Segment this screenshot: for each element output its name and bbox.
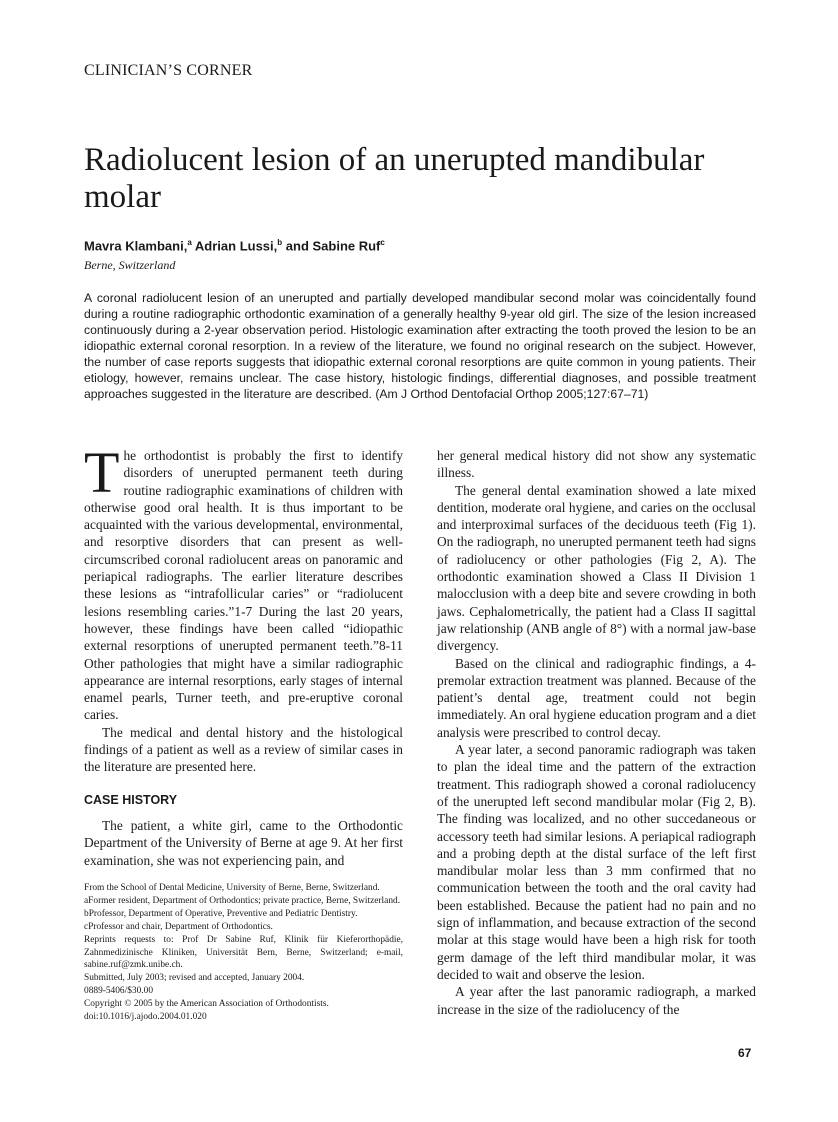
footnote-doi: doi:10.1016/j.ajodo.2004.01.020 [84,1012,207,1023]
left-column [84,440,403,869]
author-affiliation-mark: a [187,238,192,247]
drop-cap: T [84,440,120,505]
paragraph: her general medical history did not show any systematic illness. [437,448,756,481]
paragraph: The patient, a white girl, came to the Orthodontic Department of the University of Berne at age 9. At her first examination, she was not experiencing pain, and [84,817,403,868]
author-name: Mavra Klambani, [84,238,188,254]
author-affiliation-mark: b [277,238,283,247]
abstract: A coronal radiolucent lesion of an unerupted and partially developed mandibular second molar was coincidentally found during a routine radiographic orthodontic examination of a generally healthy 9-year old girl. The size of the lesion increased continuously during a 2-year observation period. Histologic examination after extracting the tooth proved the lesion to be an idiopathic external coronal resorption. In a review of the literature, we found no original research on the subject. However, the number of case reports suggests that idiopathic external coronal resorptions are quite common in young patients. Their etiology, however, remains unclear. The case history, histologic findings, differential diagnoses, and possible treatment approaches suggested in the literature are described. (Am J Orthod Dentofacial Orthop 2005;127:67–71) [84,291,756,401]
section-heading: CASE HISTORY [84,792,178,807]
footnote: 0889-5406/$30.00 [84,986,154,997]
footnote: Submitted, July 2003; revised and accepted, January 2004. [84,973,305,984]
section-label: CLINICIAN’S CORNER [84,62,253,79]
page-number: 67 [738,1046,752,1060]
footnote: Copyright © 2005 by the American Association of Orthodontists. [84,999,329,1010]
paragraph: A year later, a second panoramic radiograph was taken to plan the ideal time and the pattern of the extraction treatment. This radiograph showed a coronal radiolucency of the unerupted left second mandibular molar (Fig 2, B). The finding was localized, and no other succedaneous or accessory teeth had similar lesions. A periapical radiograph and a probing depth at the distal surface of the left first mandibular molar less than 3 mm confirmed that no communication between the tooth and the oral cavity had been established. Because the patient had no pain and no sign of inflammation, and because extraction of the second molar at this stage would have been a high risk for tooth germ damage of the left third mandibular molar, it was decided to wait and observe the lesion. [437,742,756,982]
footnotes [84,882,403,1024]
author-name: Adrian Lussi, [191,238,278,254]
paragraph-text: he orthodontist is probably the first to identify disorders of unerupted permanent teeth during routine radiographic examinations of children with otherwise good oral health. It is thus important to be acquainted with the various developmental, environmental, and resorptive disorders that can present as well-circumscribed coronal radiolucent areas on panoramic and periapical radiographs. The earlier literature describes these lesions as “intrafollicular caries” or “radiolucent lesions resembling caries.”1-7 During the last 20 years, however, these findings have been called “idiopathic external resorptions of unerupted permanent teeth.”8-11 Other pathologies that might have a similar radiographic appearance are internal resorptions, early stages of internal enamel pearls, Turner teeth, and pre-eruptive coronal caries. [84,448,403,723]
author-name: and Sabine Ruf [282,238,381,254]
paragraph: Based on the clinical and radiographic findings, a 4-premolar extraction treatment was planned. Because of the patient’s dental age, treatment could not begin immediately. An oral hygiene education program and a diet analysis were prescribed to control decay. [437,655,756,740]
article-title: Radiolucent lesion of an unerupted mandibular molar [84,142,705,215]
paragraph: The general dental examination showed a late mixed dentition, moderate oral hygiene, and caries on the occlusal and interproximal surfaces of the deciduous teeth (Fig 1). On the radiograph, no unerupted permanent teeth had signs of radiolucency or other pathologies (Fig 2, A). The orthodontic examination showed a Class II Division 1 malocclusion with a deep bite and severe crowding in both jaws. Cephalometrically, the patient had a Class II sagittal jaw relationship (ANB angle of 8°) with a normal jaw-base divergency. [437,482,756,654]
footnote: From the School of Dental Medicine, University of Berne, Berne, Switzerland. [84,883,380,893]
right-column [437,447,756,1018]
authors [84,238,385,253]
paragraph: The medical and dental history and the histological findings of a patient as well as a review of similar cases in the literature are presented here. [84,724,403,775]
footnote: bProfessor, Department of Operative, Preventive and Pediatric Dentistry. [84,908,358,919]
author-location: Berne, Switzerland [84,258,176,272]
intro-paragraph [84,440,403,724]
footnote: Reprints requests to: Prof Dr Sabine Ruf, Klinik für Kieferorthopädie, Zahnmedizinische Kliniken, Universität Bern, Berne, Switzerland; e-mail, sabine.ruf@zmk.unibe.ch. [84,934,403,971]
author-affiliation-mark: c [380,238,385,247]
paragraph: A year after the last panoramic radiograph, a marked increase in the size of the radiolucency of the [437,984,756,1017]
footnote: aFormer resident, Department of Orthodontics; private practice, Berne, Switzerland. [84,895,401,906]
footnote: cProfessor and chair, Department of Orthodontics. [84,921,273,932]
